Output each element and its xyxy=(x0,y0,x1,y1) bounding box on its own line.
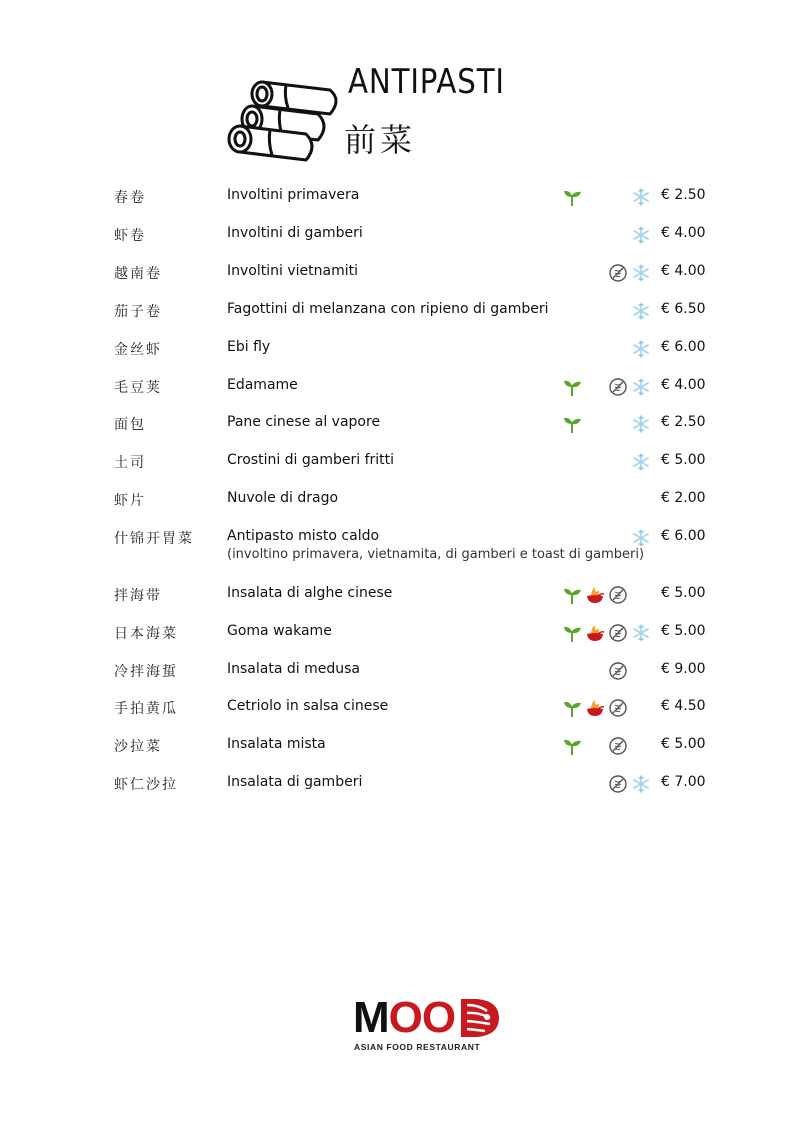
menu-item-chinese-name: 什锦开胃菜 xyxy=(114,531,194,547)
menu-item-name: Insalata di alghe cinese xyxy=(227,585,393,601)
menu-item-row xyxy=(0,263,793,299)
menu-item-chinese-name: 毛豆荚 xyxy=(114,380,162,396)
snowflake-icon xyxy=(631,225,651,245)
no-gluten-icon xyxy=(608,736,628,756)
menu-item-chinese-name: 土司 xyxy=(114,455,146,471)
menu-item-chinese-name: 面包 xyxy=(114,417,146,433)
menu-item-row xyxy=(0,698,793,734)
no-gluten-icon xyxy=(608,661,628,681)
menu-item-row xyxy=(0,585,793,621)
menu-item-chinese-name: 虾仁沙拉 xyxy=(114,777,178,793)
menu-item-row xyxy=(0,736,793,772)
menu-item-chinese-name: 沙拉菜 xyxy=(114,739,162,755)
menu-item-name: Crostini di gamberi fritti xyxy=(227,452,395,468)
menu-item-name: Involtini vietnamiti xyxy=(227,263,358,279)
menu-item-price: € 2.50 xyxy=(661,187,706,203)
snowflake-icon xyxy=(631,263,651,283)
snowflake-icon xyxy=(631,623,651,643)
no-gluten-icon xyxy=(608,377,628,397)
menu-item-name: Antipasto misto caldo xyxy=(227,528,380,544)
menu-item-price: € 9.00 xyxy=(661,661,706,677)
sprout-icon xyxy=(562,187,582,207)
spring-rolls-icon xyxy=(226,70,341,162)
menu-item-price: € 5.00 xyxy=(661,585,706,601)
snowflake-icon xyxy=(631,301,651,321)
menu-item-chinese-name: 越南卷 xyxy=(114,266,162,282)
logo-wordmark-text: MOO xyxy=(353,993,456,1042)
menu-item-row xyxy=(0,528,793,564)
no-gluten-icon xyxy=(608,698,628,718)
menu-item-chinese-name: 手拍黄瓜 xyxy=(114,701,178,717)
menu-item-name: Fagottini di melanzana con ripieno di gamberi xyxy=(227,301,549,317)
menu-item-price: € 2.50 xyxy=(661,414,706,430)
page-title-chinese: 前菜 xyxy=(344,121,417,159)
menu-item-row xyxy=(0,225,793,261)
menu-item-price: € 6.00 xyxy=(661,528,706,544)
menu-item-row xyxy=(0,301,793,337)
menu-item-name: Ebi fly xyxy=(227,339,271,355)
sprout-icon xyxy=(562,585,582,605)
no-gluten-icon xyxy=(608,623,628,643)
menu-item-price: € 4.50 xyxy=(661,698,706,714)
menu-item-name: Insalata di gamberi xyxy=(227,774,363,790)
snowflake-icon xyxy=(631,377,651,397)
logo-tiger-emblem xyxy=(457,995,503,1041)
menu-item-name: Involtini di gamberi xyxy=(227,225,363,241)
menu-item-chinese-name: 金丝虾 xyxy=(114,342,162,358)
menu-item-price: € 4.00 xyxy=(661,377,706,393)
sprout-icon xyxy=(562,698,582,718)
menu-item-name: Insalata di medusa xyxy=(227,661,360,677)
snowflake-icon xyxy=(631,339,651,359)
menu-item-chinese-name: 拌海带 xyxy=(114,588,162,604)
menu-item-price: € 4.00 xyxy=(661,263,706,279)
menu-item-chinese-name: 虾卷 xyxy=(114,228,146,244)
menu-item-name: Involtini primavera xyxy=(227,187,360,203)
menu-item-name: Cetriolo in salsa cinese xyxy=(227,698,389,714)
sprout-icon xyxy=(562,623,582,643)
menu-item-chinese-name: 茄子卷 xyxy=(114,304,162,320)
page-header xyxy=(226,60,546,160)
menu-item-price: € 5.00 xyxy=(661,452,706,468)
menu-item-name: Goma wakame xyxy=(227,623,332,639)
menu-item-chinese-name: 冷拌海蜇 xyxy=(114,664,178,680)
snowflake-icon xyxy=(631,187,651,207)
no-gluten-icon xyxy=(608,263,628,283)
menu-item-name: Insalata mista xyxy=(227,736,326,752)
menu-item-row xyxy=(0,339,793,375)
menu-item-name: Edamame xyxy=(227,377,298,393)
logo-tagline: ASIAN FOOD RESTAURANT xyxy=(354,1042,481,1052)
menu-item-row xyxy=(0,452,793,488)
chili-bowl-icon xyxy=(585,623,605,643)
menu-item-row xyxy=(0,774,793,810)
menu-item-price: € 6.50 xyxy=(661,301,706,317)
menu-item-row xyxy=(0,377,793,413)
menu-item-name: Nuvole di drago xyxy=(227,490,339,506)
menu-item-row xyxy=(0,661,793,697)
restaurant-logo xyxy=(345,985,510,1065)
no-gluten-icon xyxy=(608,774,628,794)
menu-item-chinese-name: 虾片 xyxy=(114,493,146,509)
snowflake-icon xyxy=(631,452,651,472)
menu-item-chinese-name: 日本海菜 xyxy=(114,626,178,642)
snowflake-icon xyxy=(631,528,651,548)
menu-item-row xyxy=(0,490,793,526)
menu-item-price: € 4.00 xyxy=(661,225,706,241)
menu-item-price: € 5.00 xyxy=(661,736,706,752)
menu-item-row xyxy=(0,187,793,223)
sprout-icon xyxy=(562,414,582,434)
menu-item-price: € 2.00 xyxy=(661,490,706,506)
snowflake-icon xyxy=(631,414,651,434)
menu-item-price: € 6.00 xyxy=(661,339,706,355)
no-gluten-icon xyxy=(608,585,628,605)
menu-item-row xyxy=(0,623,793,659)
page-title: ANTIPASTI xyxy=(348,62,505,102)
menu-item-price: € 5.00 xyxy=(661,623,706,639)
menu-item-price: € 7.00 xyxy=(661,774,706,790)
menu-item-name: Pane cinese al vapore xyxy=(227,414,381,430)
menu-item-row xyxy=(0,414,793,450)
chili-bowl-icon xyxy=(585,698,605,718)
sprout-icon xyxy=(562,377,582,397)
sprout-icon xyxy=(562,736,582,756)
snowflake-icon xyxy=(631,774,651,794)
menu-item-description: (involtino primavera, vietnamita, di gamberi e toast di gamberi) xyxy=(227,547,645,562)
chili-bowl-icon xyxy=(585,585,605,605)
menu-item-chinese-name: 春卷 xyxy=(114,190,146,206)
